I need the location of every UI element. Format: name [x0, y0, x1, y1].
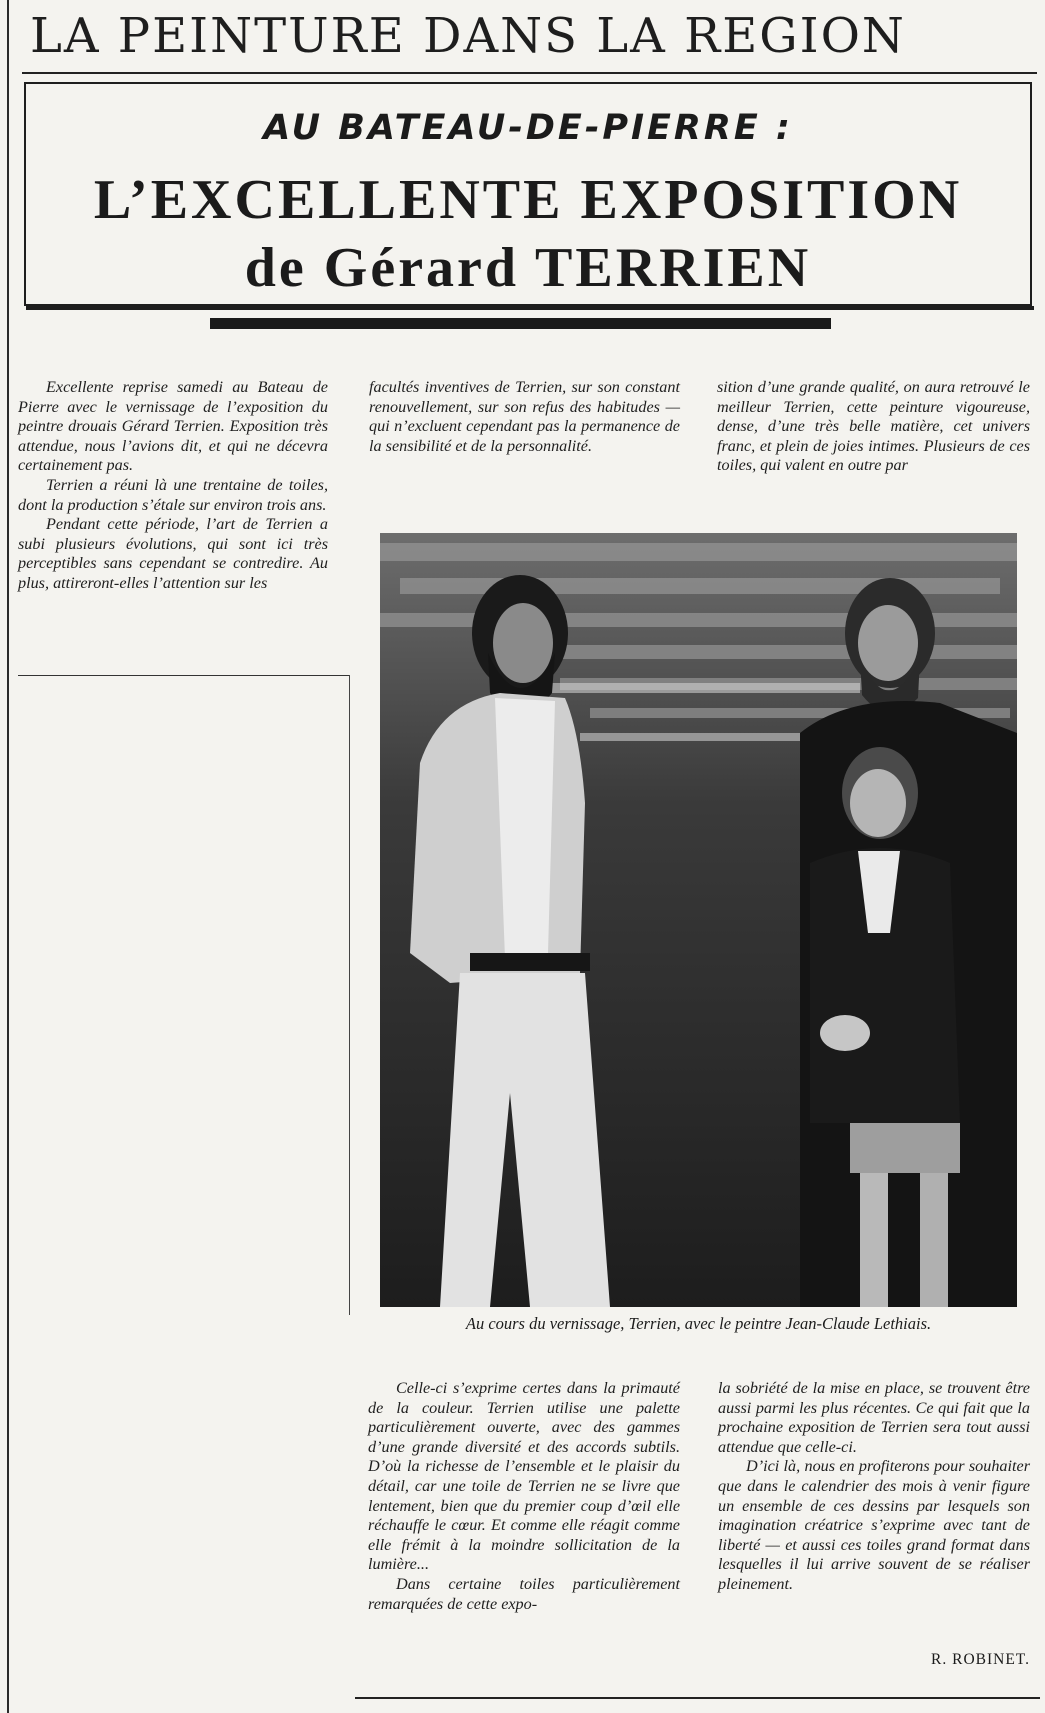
photo-illustration: [380, 533, 1017, 1307]
column-divider-vertical: [349, 675, 350, 1315]
headline-box-shadow: [26, 306, 1034, 310]
paragraph: la sobriété de la mise en place, se trouvent être aussi parmi les plus récentes. Ce qui fait que la prochaine exposition de Terrien sera tout aussi attendue que celle-ci.: [718, 1379, 1030, 1456]
headline-line-1: AU BATEAU-DE-PIERRE :: [263, 108, 793, 148]
paragraph: Celle-ci s’exprime certes dans la primauté de la couleur. Terrien utilise une palette particulièrement ouverte, avec des gammes d’une grande diversité et des accords subtils. D’où la richesse de l’ensemble et le plaisir du détail, car une toile de Terrien ne se livre que lentement, bien que du premier coup d’œil elle réchauffe le cœur. Et comme elle réagit comme elle frémit à la moindre sollicitation de la lumière...: [368, 1379, 680, 1574]
paragraph: Pendant cette période, l’art de Terrien a subi plusieurs évolutions, qui sont ici très perceptibles sans cependant se contredire. Au plus, attireront-elles l’attention sur les: [18, 515, 328, 592]
headline-line-3: de Gérard TERRIEN: [244, 237, 812, 299]
vernissage-photo: [380, 533, 1017, 1307]
article-column-2: [369, 378, 680, 456]
paragraph: Excellente reprise samedi au Bateau de Pierre avec le vernissage de l’exposition du peintre drouais Gérard Terrien. Exposition très attendue, nous l’avions dit, et qui ne décevra certainement pas.: [18, 378, 328, 475]
photo-caption: Au cours du vernissage, Terrien, avec le peintre Jean-Claude Lethiais.: [465, 1314, 932, 1333]
paragraph: facultés inventives de Terrien, sur son constant renouvellement, sur son refus des habitudes —qui n’excluent cependant pas la permanence de la sensibilité et de la personnalité.: [369, 378, 680, 455]
author-signature: R. ROBINET.: [931, 1651, 1030, 1668]
kicker-rule: [22, 72, 1037, 74]
article-column-3: [717, 378, 1030, 476]
headline-line-2: L’EXCELLENTE EXPOSITION: [93, 169, 963, 231]
clipping-left-border: [7, 0, 9, 1713]
column-divider-horizontal: [18, 675, 350, 676]
paragraph: D’ici là, nous en profiterons pour souhaiter que dans le calendrier des mois à venir figure un ensemble de ces dessins par lesquels son imagination créatrice s’exprime avec tant de liberté — et aussi ces toiles grand format dans lesquelles il lui arrive souvent de se réaliser pleinement.: [718, 1457, 1030, 1593]
article-column-1: [18, 378, 328, 594]
section-kicker: LA PEINTURE DANS LA REGION: [30, 8, 906, 64]
paragraph: Terrien a réuni là une trentaine de toiles, dont la production s’étale sur environ trois ans.: [18, 475, 328, 514]
article-column-5: [718, 1379, 1030, 1595]
article-column-4: [368, 1379, 680, 1614]
paragraph: Dans certaine toiles particulièrement remarquées de cette expo-: [368, 1574, 680, 1613]
paragraph: sition d’une grande qualité, on aura retrouvé le meilleur Terrien, cette peinture vigoureuse, dense, d’une très belle matière, cet univers franc, et plein de joies intimes. Plusieurs de ces toiles, qui valent en outre par: [717, 378, 1030, 475]
bottom-rule: [355, 1697, 1040, 1699]
headline-underbar: [210, 318, 831, 329]
